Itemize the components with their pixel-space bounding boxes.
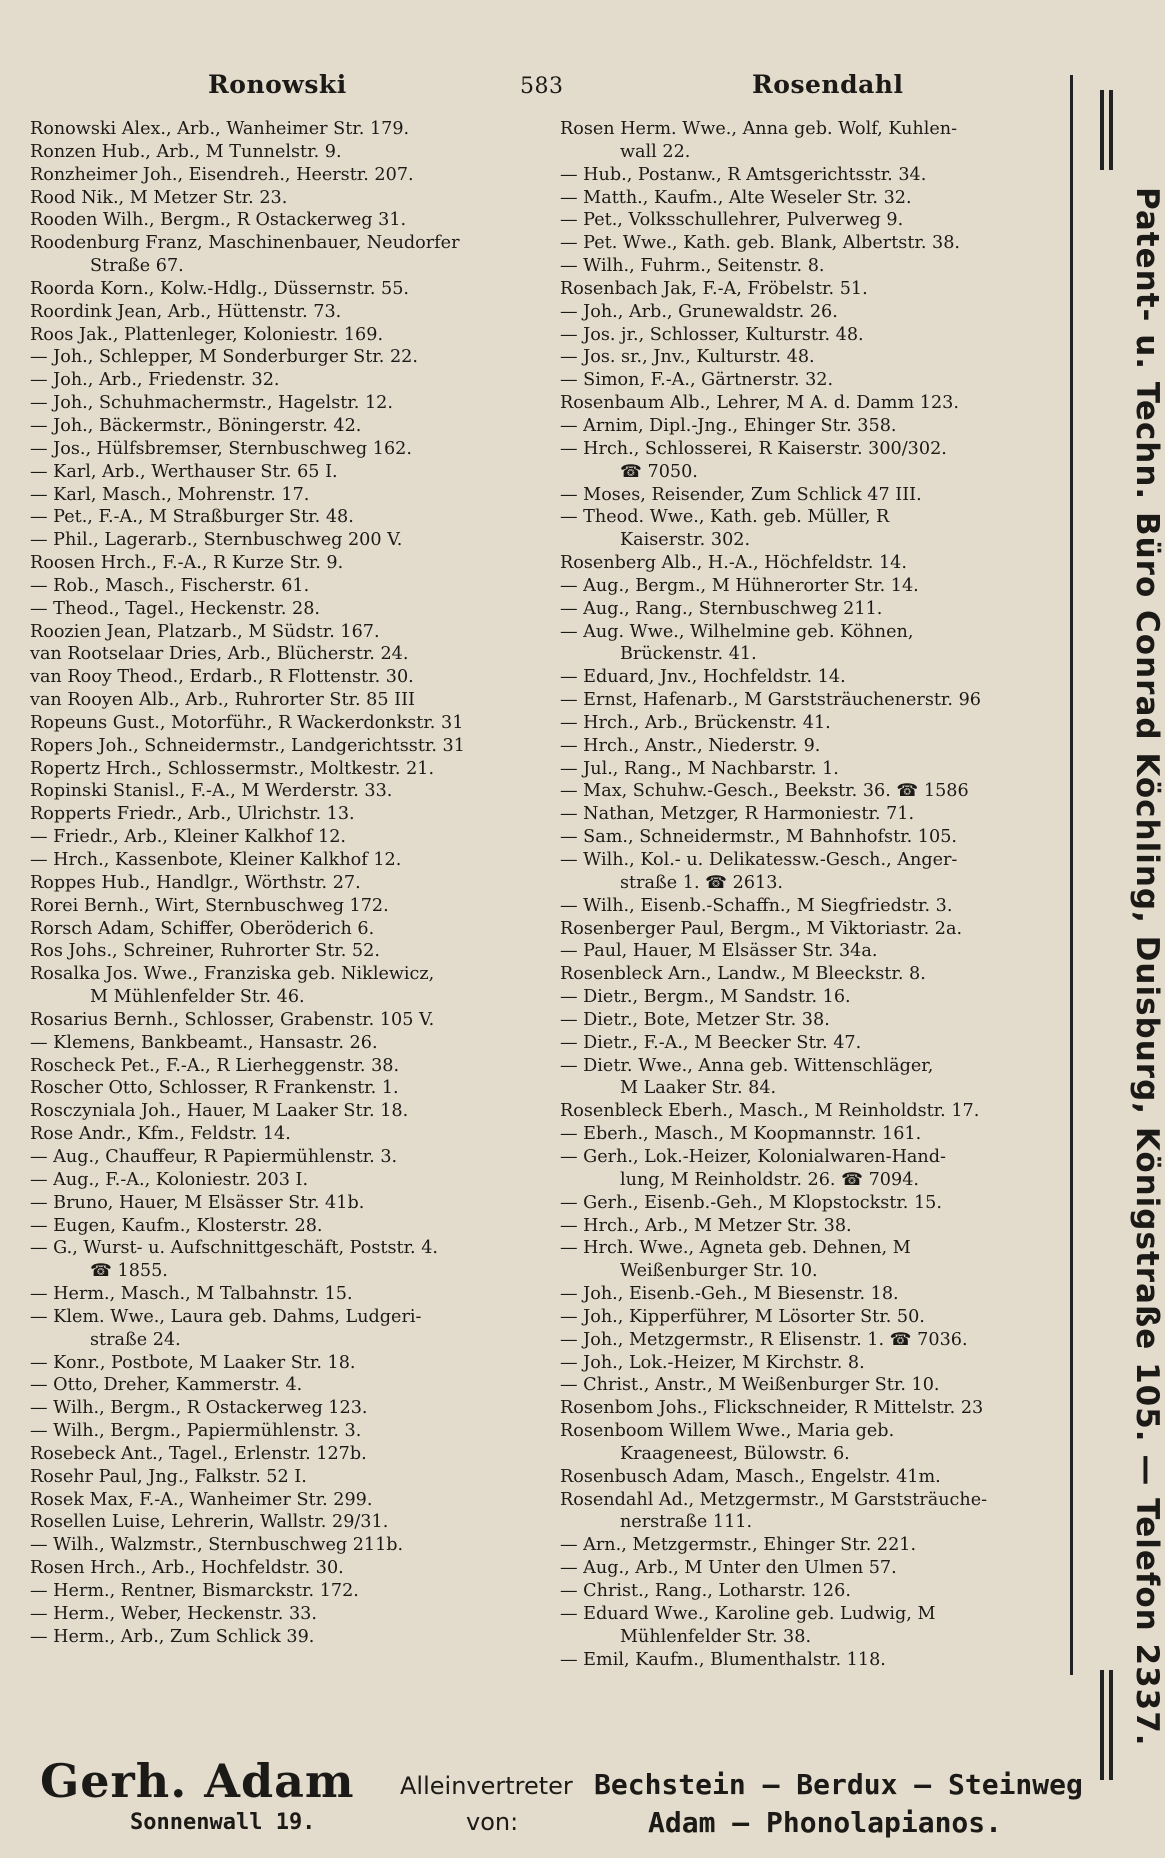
directory-entry: — Emil, Kaufm., Blumenthalstr. 118. <box>560 1649 886 1670</box>
directory-entry: — Jos. sr., Jnv., Kulturstr. 48. <box>560 347 815 368</box>
directory-entry: Rorei Bernh., Wirt, Sternbuschweg 172. <box>30 895 389 916</box>
page-number: 583 <box>520 74 564 99</box>
directory-entry: — Christ., Anstr., M Weißenburger Str. 10. <box>560 1375 940 1396</box>
directory-entry: Rosendahl Ad., Metzgermstr., M Garststräuche- <box>560 1489 988 1510</box>
header-right-keyword: Rosendahl <box>752 70 904 99</box>
directory-entry: Rosczyniala Joh., Hauer, M Laaker Str. 18. <box>30 1101 409 1122</box>
directory-entry: Ronzen Hub., Arb., M Tunnelstr. 9. <box>30 141 342 162</box>
directory-entry: Roosen Hrch., F.-A., R Kurze Str. 9. <box>30 553 344 574</box>
directory-entry: Rosarius Bernh., Schlosser, Grabenstr. 105 V. <box>30 1009 435 1030</box>
directory-entry: — Karl, Arb., Werthauser Str. 65 I. <box>30 461 338 482</box>
directory-entry: — Max, Schuhw.-Gesch., Beekstr. 36. ☎ 1586 <box>560 781 969 802</box>
directory-entry: — Dietr. Wwe., Anna geb. Wittenschläger, <box>560 1055 934 1076</box>
footer-brands-line2: Adam – Phonolapianos. <box>648 1806 1003 1839</box>
directory-entry: — Pet. Wwe., Kath. geb. Blank, Albertstr. 38. <box>560 233 961 254</box>
directory-entry: Ros Johs., Schreiner, Ruhrorter Str. 52. <box>30 941 380 962</box>
directory-entry: — Arn., Metzgermstr., Ehinger Str. 221. <box>560 1535 917 1556</box>
directory-entry: — Simon, F.-A., Gärtnerstr. 32. <box>560 370 834 391</box>
directory-entry: — Phil., Lagerarb., Sternbuschweg 200 V. <box>30 530 403 551</box>
directory-entry: Brückenstr. 41. <box>620 644 757 665</box>
directory-entry: — Wilh., Eisenb.-Schaffn., M Siegfriedstr. 3. <box>560 895 953 916</box>
directory-entry: — Dietr., F.-A., M Beecker Str. 47. <box>560 1032 862 1053</box>
directory-entry: Rorsch Adam, Schiffer, Oberöderich 6. <box>30 918 375 939</box>
directory-entry: Roscher Otto, Schlosser, R Frankenstr. 1. <box>30 1078 399 1099</box>
directory-entry: — Jul., Rang., M Nachbarstr. 1. <box>560 758 839 779</box>
directory-entry: — Otto, Dreher, Kammerstr. 4. <box>30 1375 303 1396</box>
directory-entry: — Joh., Arb., Friedenstr. 32. <box>30 370 280 391</box>
directory-entry: — Pet., F.-A., M Straßburger Str. 48. <box>30 507 354 528</box>
directory-entry: Roodenburg Franz, Maschinenbauer, Neudorfer <box>30 233 460 254</box>
directory-entry: Roozien Jean, Platzarb., M Südstr. 167. <box>30 621 380 642</box>
directory-entry: Rosenboom Willem Wwe., Maria geb. <box>560 1421 895 1442</box>
directory-entry: lung, M Reinholdstr. 26. ☎ 7094. <box>620 1169 919 1190</box>
directory-entry: Roos Jak., Plattenleger, Koloniestr. 169. <box>30 324 384 345</box>
directory-entry: Ropertz Hrch., Schlossermstr., Moltkestr. 21. <box>30 758 435 779</box>
directory-entry: — Friedr., Arb., Kleiner Kalkhof 12. <box>30 827 346 848</box>
footer-von: von: <box>466 1808 519 1836</box>
directory-entry: Rosebeck Ant., Tagel., Erlenstr. 127b. <box>30 1443 367 1464</box>
directory-entry: — Joh., Arb., Grunewaldstr. 26. <box>560 301 838 322</box>
directory-entry: — Gerh., Lok.-Heizer, Kolonialwaren-Hand- <box>560 1146 946 1167</box>
directory-entry: straße 1. ☎ 2613. <box>620 872 784 893</box>
directory-entry: — Herm., Weber, Heckenstr. 33. <box>30 1603 317 1624</box>
directory-entry: Ropeuns Gust., Motorführ., R Wackerdonkstr. 31 <box>30 712 464 733</box>
directory-entry: Rooden Wilh., Bergm., R Ostackerweg 31. <box>30 210 407 231</box>
footer-address: Sonnenwall 19. <box>130 1810 316 1835</box>
directory-entry: van Rooyen Alb., Arb., Ruhrorter Str. 85 III <box>30 690 416 711</box>
directory-entry: Rosen Herm. Wwe., Anna geb. Wolf, Kuhlen- <box>560 119 958 139</box>
directory-entry: — Aug., F.-A., Koloniestr. 203 I. <box>30 1169 309 1190</box>
directory-entry: — Dietr., Bergm., M Sandstr. 16. <box>560 987 851 1008</box>
directory-entry: — Joh., Kipperführer, M Lösorter Str. 50. <box>560 1306 925 1327</box>
directory-entry: Rosehr Paul, Jng., Falkstr. 52 I. <box>30 1466 307 1487</box>
sidebar-advertisement <box>1070 75 1165 1747</box>
directory-entry: — Karl, Masch., Mohrenstr. 17. <box>30 484 310 505</box>
directory-entry: — Theod. Wwe., Kath. geb. Müller, R <box>560 507 890 528</box>
directory-entry: — Joh., Metzgermstr., R Elisenstr. 1. ☎ 7036. <box>560 1329 968 1350</box>
directory-entry: — Hrch., Anstr., Niederstr. 9. <box>560 735 821 756</box>
directory-entry: — Herm., Arb., Zum Schlick 39. <box>30 1626 315 1647</box>
directory-entry: — Eugen, Kaufm., Klosterstr. 28. <box>30 1215 323 1236</box>
directory-entry: Rosenberger Paul, Bergm., M Viktoriastr. 2a. <box>560 918 963 939</box>
directory-entry: Roppes Hub., Handlgr., Wörthstr. 27. <box>30 872 361 893</box>
directory-entry: — Hub., Postanw., R Amtsgerichtsstr. 34. <box>560 164 927 185</box>
footer-brands-line1: Bechstein – Berdux – Steinweg <box>594 1768 1083 1801</box>
directory-entry: Roorda Korn., Kolw.-Hdlg., Düssernstr. 55. <box>30 278 410 299</box>
directory-entry: — Gerh., Eisenb.-Geh., M Klopstockstr. 15. <box>560 1192 942 1213</box>
directory-entry: Roordink Jean, Arb., Hüttenstr. 73. <box>30 301 342 322</box>
directory-entry: — Wilh., Bergm., Papiermühlenstr. 3. <box>30 1421 362 1442</box>
directory-entry: — Aug., Chauffeur, R Papiermühlenstr. 3. <box>30 1146 398 1167</box>
directory-entry: — Pet., Volksschullehrer, Pulverweg 9. <box>560 210 904 231</box>
directory-entry: ☎ 1855. <box>90 1261 168 1282</box>
directory-entry: — Joh., Schlepper, M Sonderburger Str. 22. <box>30 347 418 368</box>
directory-entry: Rosen Hrch., Arb., Hochfeldstr. 30. <box>30 1558 344 1579</box>
directory-entry: Ronzheimer Joh., Eisendreh., Heerstr. 207. <box>30 164 414 185</box>
right-column <box>560 118 1070 1671</box>
directory-entry: Rosenbaum Alb., Lehrer, M A. d. Damm 123. <box>560 393 959 414</box>
directory-entry: wall 22. <box>620 141 691 162</box>
header-left-keyword: Ronowski <box>208 70 347 99</box>
directory-entry: Rosenberg Alb., H.-A., Höchfeldstr. 14. <box>560 553 907 574</box>
directory-entry: — Hrch., Schlosserei, R Kaiserstr. 300/302. <box>560 438 947 459</box>
directory-entry: Rose Andr., Kfm., Feldstr. 14. <box>30 1124 291 1145</box>
directory-entry: — Wilh., Walzmstr., Sternbuschweg 211b. <box>30 1535 404 1556</box>
directory-entry: van Rootselaar Dries, Arb., Blücherstr. 24. <box>30 644 409 665</box>
directory-entry: — Klem. Wwe., Laura geb. Dahms, Ludgeri- <box>30 1306 422 1327</box>
directory-entry: — Aug., Rang., Sternbuschweg 211. <box>560 598 883 619</box>
directory-entry: Rosalka Jos. Wwe., Franziska geb. Niklewicz, <box>30 964 435 985</box>
directory-entry: Kraageneest, Bülowstr. 6. <box>620 1443 850 1464</box>
directory-entry: — Wilh., Kol.- u. Delikatessw.-Gesch., Anger- <box>560 850 958 870</box>
directory-entry: — Hrch., Arb., M Metzer Str. 38. <box>560 1215 852 1236</box>
directory-entry: Rosellen Luise, Lehrerin, Wallstr. 29/31. <box>30 1512 389 1533</box>
directory-entry: ☎ 7050. <box>620 461 698 482</box>
directory-entry: — Nathan, Metzger, R Harmoniestr. 71. <box>560 804 915 825</box>
directory-entry: Rosenbleck Arn., Landw., M Bleeckstr. 8. <box>560 964 926 985</box>
directory-entry: — Wilh., Fuhrm., Seitenstr. 8. <box>560 256 825 277</box>
directory-entry: — Christ., Rang., Lotharstr. 126. <box>560 1581 851 1601</box>
directory-entry: Rosenbom Johs., Flickschneider, R Mittelstr. 23 <box>560 1398 984 1419</box>
left-column <box>30 118 550 1649</box>
directory-entry: Rosek Max, F.-A., Wanheimer Str. 299. <box>30 1489 373 1510</box>
sidebar-text: Patent- u. Techn. Büro Conrad Köchling, Duisburg, Königstraße 105. — Telefon 2337. <box>1129 187 1165 1747</box>
directory-entry: — Joh., Schuhmachermstr., Hagelstr. 12. <box>30 393 393 414</box>
footer-alleinvertreter: Alleinvertreter <box>400 1772 573 1800</box>
directory-entry: Straße 67. <box>90 256 184 277</box>
directory-entry: — Hrch., Kassenbote, Kleiner Kalkhof 12. <box>30 850 402 870</box>
directory-entry: — Ernst, Hafenarb., M Garststräuchenerstr. 96 <box>560 690 981 711</box>
directory-entry: — Sam., Schneidermstr., M Bahnhofstr. 105. <box>560 827 957 848</box>
directory-entry: — Aug., Bergm., M Hühnerorter Str. 14. <box>560 575 919 596</box>
directory-entry: — G., Wurst- u. Aufschnittgeschäft, Poststr. 4. <box>30 1238 439 1259</box>
directory-entry: — Dietr., Bote, Metzer Str. 38. <box>560 1009 830 1030</box>
directory-entry: Ropperts Friedr., Arb., Ulrichstr. 13. <box>30 804 355 825</box>
directory-entry: — Bruno, Hauer, M Elsässer Str. 41b. <box>30 1192 365 1213</box>
directory-entry: M Laaker Str. 84. <box>620 1078 777 1099</box>
footer-advertisement <box>0 1752 1152 1852</box>
directory-entry: straße 24. <box>90 1329 181 1350</box>
directory-entry: M Mühlenfelder Str. 46. <box>90 987 305 1008</box>
directory-entry: — Jos., Hülfsbremser, Sternbuschweg 162. <box>30 438 412 459</box>
directory-entry: — Joh., Bäckermstr., Böningerstr. 42. <box>30 415 362 436</box>
directory-entry: Weißenburger Str. 10. <box>620 1261 818 1282</box>
directory-entry: — Moses, Reisender, Zum Schlick 47 III. <box>560 484 922 505</box>
directory-entry: Ropers Joh., Schneidermstr., Landgerichtsstr. 31 <box>30 735 465 756</box>
directory-entry: — Aug., Arb., M Unter den Ulmen 57. <box>560 1558 897 1579</box>
directory-entry: Kaiserstr. 302. <box>620 530 751 551</box>
directory-entry: van Rooy Theod., Erdarb., R Flottenstr. 30. <box>30 667 414 688</box>
directory-entry: — Konr., Postbote, M Laaker Str. 18. <box>30 1352 356 1373</box>
directory-entry: — Arnim, Dipl.-Jng., Ehinger Str. 358. <box>560 415 897 436</box>
directory-entry: — Eberh., Masch., M Koopmannstr. 161. <box>560 1124 922 1145</box>
directory-entry: — Klemens, Bankbeamt., Hansastr. 26. <box>30 1032 378 1053</box>
directory-entry: — Eduard Wwe., Karoline geb. Ludwig, M <box>560 1603 936 1624</box>
directory-entry: nerstraße 111. <box>620 1512 753 1533</box>
directory-entry: — Matth., Kaufm., Alte Weseler Str. 32. <box>560 187 912 208</box>
directory-entry: — Eduard, Jnv., Hochfeldstr. 14. <box>560 667 846 688</box>
directory-entry: — Hrch., Arb., Brückenstr. 41. <box>560 712 831 733</box>
directory-entry: — Paul, Hauer, M Elsässer Str. 34a. <box>560 941 878 962</box>
directory-entry: Roscheck Pet., F.-A., R Lierheggenstr. 38. <box>30 1055 400 1076</box>
directory-entry: Mühlenfelder Str. 38. <box>620 1626 812 1647</box>
directory-entry: — Jos. jr., Schlosser, Kulturstr. 48. <box>560 324 864 345</box>
directory-entry: Rosenbusch Adam, Masch., Engelstr. 41m. <box>560 1466 941 1487</box>
directory-entry: — Wilh., Bergm., R Ostackerweg 123. <box>30 1398 368 1419</box>
directory-entry: — Herm., Masch., M Talbahnstr. 15. <box>30 1284 353 1305</box>
directory-entry: — Herm., Rentner, Bismarckstr. 172. <box>30 1581 359 1601</box>
directory-entry: — Joh., Eisenb.-Geh., M Biesenstr. 18. <box>560 1284 899 1305</box>
directory-entry: Rosenbach Jak, F.-A, Fröbelstr. 51. <box>560 278 868 299</box>
directory-entry: — Joh., Lok.-Heizer, M Kirchstr. 8. <box>560 1352 865 1373</box>
footer-company-name: Gerh. Adam <box>40 1754 355 1808</box>
directory-entry: — Hrch. Wwe., Agneta geb. Dehnen, M <box>560 1238 911 1259</box>
directory-entry: Ronowski Alex., Arb., Wanheimer Str. 179. <box>30 119 410 139</box>
directory-entry: Rood Nik., M Metzer Str. 23. <box>30 187 288 208</box>
directory-entry: — Theod., Tagel., Heckenstr. 28. <box>30 598 320 619</box>
directory-entry: — Rob., Masch., Fischerstr. 61. <box>30 575 310 596</box>
directory-entry: Ropinski Stanisl., F.-A., M Werderstr. 33. <box>30 781 393 802</box>
directory-entry: — Aug. Wwe., Wilhelmine geb. Köhnen, <box>560 621 914 642</box>
directory-entry: Rosenbleck Eberh., Masch., M Reinholdstr. 17. <box>560 1101 980 1122</box>
